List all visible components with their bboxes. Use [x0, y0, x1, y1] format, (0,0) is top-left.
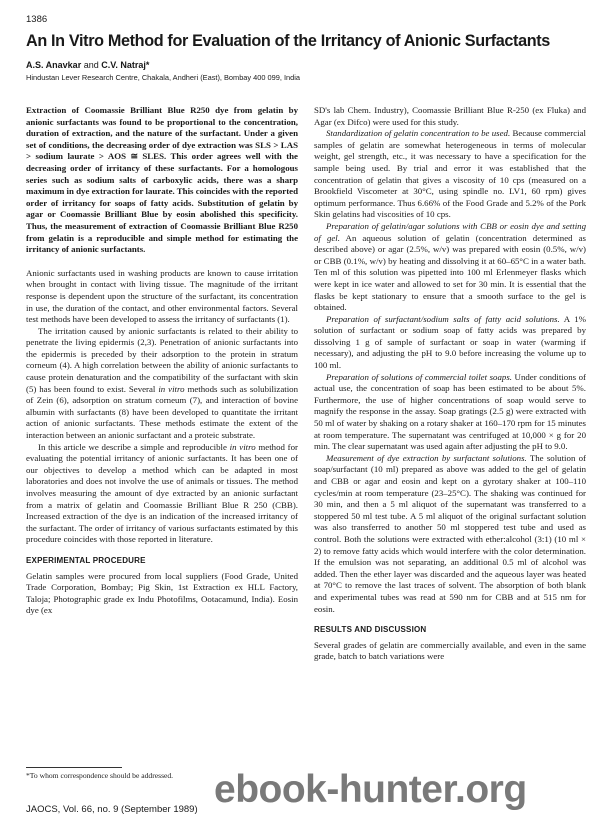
experimental-paragraph-1: Gelatin samples were procured from local suppliers (Food Grade, United Trade Corporation, Bombay; Pig Skin, 1st Extraction ex HLL Factory, Taloja; Photographic grade ex Indu Photofilms, Ootacamund, India). Eosin dye (ex: [26, 570, 298, 616]
author-1: A.S. Anavkar: [26, 60, 82, 70]
surfactant-solution-subheading: Preparation of surfactant/sodium salts of fatty acid solutions.: [326, 313, 560, 324]
footnote: *To whom correspondence should be addressed.: [26, 771, 174, 780]
intro-p2-text-a: The irritation caused by anionic surfactants is related to their ability to penetrate the living epidermis (2,3). Penetration of anionic surfactants into the epidermis is preceded by their adsorption to the protein in stratum corneum (4). A high correlation between the ability of anionic surfactants to cause protein denaturation and the compatibility of the surfactant with skin (5) has been found to exist. Several: [26, 325, 298, 394]
standardization-subheading: Standardization of gelatin concentration to be used.: [326, 128, 511, 139]
intro-p2-text-b: methods such as solubilization of Zein (6), adsorption on stratum corneum (7), and interaction of bovine albumin with surfactants (8) have been developed to quantitate the irritant action of anionic surfactants. These methods estimate the extent of the interaction between an anionic surfactant and a proteic substrate.: [26, 383, 299, 441]
dye-extraction-subheading: Measurement of dye extraction by surfactant solutions.: [326, 452, 527, 463]
author-line: [26, 60, 149, 70]
abstract-spacer: [26, 256, 298, 268]
footnote-rule: [26, 767, 122, 768]
standardization-paragraph: [314, 128, 586, 221]
gel-preparation-subheading: Preparation of gelatin/agar solutions with CBB or eosin dye and setting of gel.: [314, 220, 586, 243]
toilet-soap-paragraph: [314, 372, 586, 453]
intro-paragraph-1: Anionic surfactants used in washing products are known to cause irritation when brought in contact with living tissue. The magnitude of the irritant response is dependent upon the structure of the surfactant, its concentration in use, the duration of the contact, and other environmental factors. Several test methods have been developed to assess the irritancy of surfactants (1).: [26, 267, 298, 325]
abstract: Extraction of Coomassie Brilliant Blue R250 dye from gelatin by anionic surfactants was found to be proportional to the concentration, duration of extraction, and the nature of the surfactant. Under a given set of conditions, the decreasing order of dye extraction was SLS > LAS > sodium laurate > AOS ≅ SLES. This order agrees well with the decreasing order of irritancy of these surfactants. For a homologous series such as sodium salts of carboxylic acids, there was a sharp maximum in dye extraction for laurate. This coincides with the reported order of irritancy for soaps of fatty acids. Substitution of gelatin by agar or Coomassie Brilliant Blue by eosin abolished this specificity. Thus, the measurement of extraction of Coomassie Brilliant Blue R250 from gelatin is a reproducible and simple method for estimating the irritancy of anionic surfactants.: [26, 105, 298, 255]
results-heading: RESULTS AND DISCUSSION: [314, 625, 427, 635]
intro-p3-text-b: method for evaluating the potential irritancy of anionic surfactants. It has been one of our objectives to develop a method which can be adapted in most laboratories and does not involve the use of animals or tissues. The method involves measuring the amount of dye extracted by an anionic surfactant from a matrix of gelatin and Coomassie Brilliant Blue R 250 (CBB). Increased extraction of the dye is an indication of the increased irritancy of the surfactant. The order of irritancy of various surfactants estimated by this procedure coincides with those reported in literature.: [26, 441, 298, 545]
experimental-paragraph-1-continued: SD's lab Chem. Industry), Coomassie Brilliant Blue R-250 (ex Fluka) and Agar (ex Difco) were used for this study.: [314, 105, 586, 127]
intro-p3-text-a: In this article we describe a simple and reproducible: [38, 441, 230, 452]
affiliation: Hindustan Lever Research Centre, Chakala, Andheri (East), Bombay 400 099, India: [26, 73, 301, 82]
results-paragraph-1: Several grades of gelatin are commercially available, and even in the same grade, batch to batch variations were: [314, 639, 586, 662]
article-title: An In Vitro Method for Evaluation of the Irritancy of Anionic Surfactants: [26, 32, 550, 50]
gel-preparation-paragraph: [314, 221, 586, 314]
watermark: ebook-hunter.org: [214, 768, 527, 811]
right-column: [314, 105, 586, 663]
standardization-text: Because commercial samples of gelatin are somewhat heterogeneous in terms of molecular weight, gel strength, etc., it was necessary to have a specification for the sample being used. By trial and error it was established that the concentration of gelatin that gives a viscosity of 10 cps (measured on a Brookfield Viscometer at 30°C, using spindle no. LV1, 60 rpm) gives optimum performance. Thus 6.66% of the Food Grade and 5.2% of the Pork Skin gelatins had viscosities of 10 cps.: [314, 128, 586, 220]
intro-p2-italic: in vitro: [158, 383, 185, 394]
experimental-heading: EXPERIMENTAL PROCEDURE: [26, 555, 146, 565]
surfactant-solution-paragraph: [314, 314, 586, 372]
gel-preparation-text: An aqueous solution of gelatin (concentration determined as described above) or agar (2.5%, w/v) was prepared with eosin (0.5%, w/v) or CBB (0.1%, w/v) by heating and dissolving it at 60–65°C in a water bath. Ten ml of this solution was pipetted into 100 ml Erlenmeyer flasks which were kept in ice water and allowed to set for 30 min. It is essential that the flasks be kept stationary to ensure that a smooth surface to the gel is obtained.: [314, 232, 586, 313]
intro-paragraph-3: [26, 442, 298, 546]
left-column: [26, 105, 298, 617]
intro-p3-italic: in vitro: [229, 441, 256, 452]
surfactant-solution-text: A 1% solution of surfactant or sodium soap of fatty acids was prepared by dissolving 1 g of sample of surfactant or soap in water (warming if necessary), and adjusting the pH to 9.0 before increasing the volume up to 100 ml.: [314, 313, 586, 371]
dye-extraction-paragraph: [314, 453, 586, 615]
toilet-soap-text: Under conditions of actual use, the concentration of soap has been estimated to be about 5%. Furthermore, the use of higher concentrations of soap would serve to magnify the response in the assay. Soap gratings (2.5 g) were extracted with 50 ml of water by shaking on a rotary shaker at 160–170 rpm for 15 minutes at room temperature. The supernatant was centrifuged at 10,000 × g for 20 min. The clear supernatant was used again after adjusting the pH to 9.0.: [314, 371, 587, 452]
author-conjunction: and: [81, 60, 102, 70]
journal-citation: JAOCS, Vol. 66, no. 9 (September 1989): [26, 804, 198, 815]
intro-paragraph-2: [26, 326, 298, 442]
author-2: C.V. Natraj*: [101, 60, 150, 70]
page-number: 1386: [26, 14, 48, 25]
toilet-soap-subheading: Preparation of solutions of commercial toilet soaps.: [326, 371, 512, 382]
dye-extraction-text: The solution of soap/surfactant (10 ml) prepared as above was added to the gel of gelatin and CBB or agar and eosin and kept on a gyrotary shaker at 100–110 cycles/min at room temperature (23–25°C). The shaking was continued for 30 min, and then a 5 ml aliquot of the supernatant was transferred to a stoppered 50 ml test tube. A 5 ml aliquot of the original surfactant solution was also transferred to another 50 ml stoppered test tube and used as control. Both the solutions were extracted with ether:alcohol (3:1) (10 ml × 2) to remove fatty acids which would interfere with the color determination. If the emulsion was not separating, an additional 0.5 ml of alcohol was added. Then the ether layer was discarded and the aqueous layer was heated at 70°C to remove the last traces of solvent. The absorption of both blank and experimental tubes was read at 590 nm for CBB and at 515 nm for eosin.: [314, 452, 586, 614]
